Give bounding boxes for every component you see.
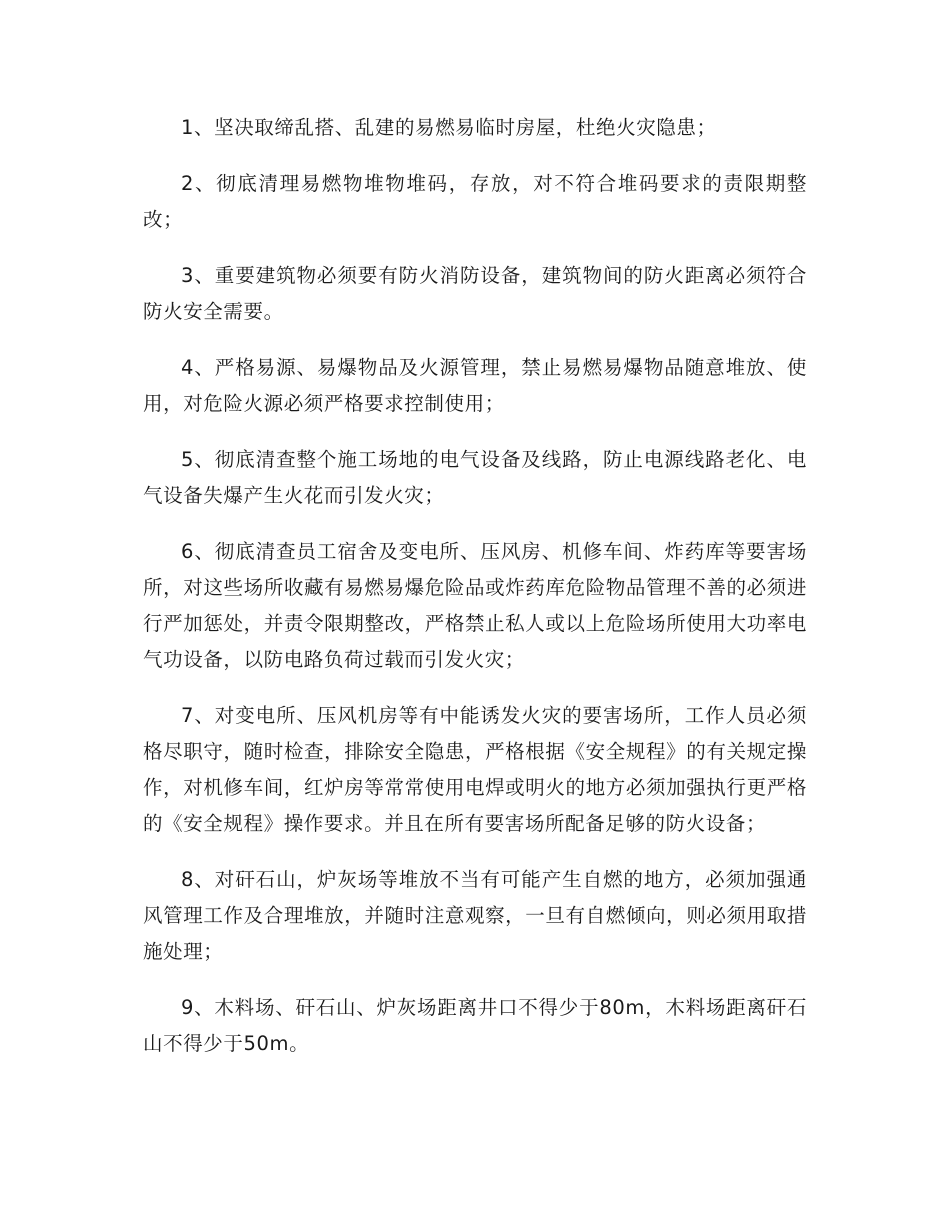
paragraph-3: 3、重要建筑物必须要有防火消防设备，建筑物间的防火距离必须符合防火安全需要。 bbox=[143, 264, 807, 323]
paragraph-2: 2、彻底清理易燃物堆物堆码，存放，对不符合堆码要求的责限期整改； bbox=[143, 172, 807, 231]
paragraph-1: 1、坚决取缔乱搭、乱建的易燃易临时房屋，杜绝火灾隐患； bbox=[181, 116, 717, 139]
paragraph-7: 7、对变电所、压风机房等有中能诱发火灾的要害场所，工作人员必须格尽职守，随时检查，排除安全隐患，严格根据《安全规程》的有关规定操作，对机修车间，红炉房等常常使用电焊或明火的地方必须加强执行更严格的《安全规程》操作要求。并且在所有要害场所配备足够的防火设备； bbox=[143, 704, 807, 835]
document-page bbox=[143, 110, 807, 1082]
paragraph-4: 4、严格易源、易爆物品及火源管理，禁止易燃易爆物品随意堆放、使用，对危险火源必须严格要求控制使用； bbox=[143, 356, 807, 415]
paragraph-6: 6、彻底清查员工宿舍及变电所、压风房、机修车间、炸药库等要害场所，对这些场所收藏有易燃易爆危险品或炸药库危险物品管理不善的必须进行严加惩处，并责令限期整改，严格禁止私人或以上危险场所使用大功率电气功设备，以防电路负荷过载而引发火灾； bbox=[143, 540, 807, 671]
paragraph-9: 9、木料场、矸石山、炉灰场距离井口不得少于80m，木料场距离矸石山不得少于50m。 bbox=[143, 996, 807, 1055]
paragraph-8: 8、对矸石山，炉灰场等堆放不当有可能产生自燃的地方，必须加强通风管理工作及合理堆放，并随时注意观察，一旦有自燃倾向，则必须用取措施处理； bbox=[143, 868, 807, 963]
paragraph-5: 5、彻底清查整个施工场地的电气设备及线路，防止电源线路老化、电气设备失爆产生火花而引发火灾； bbox=[143, 448, 807, 507]
